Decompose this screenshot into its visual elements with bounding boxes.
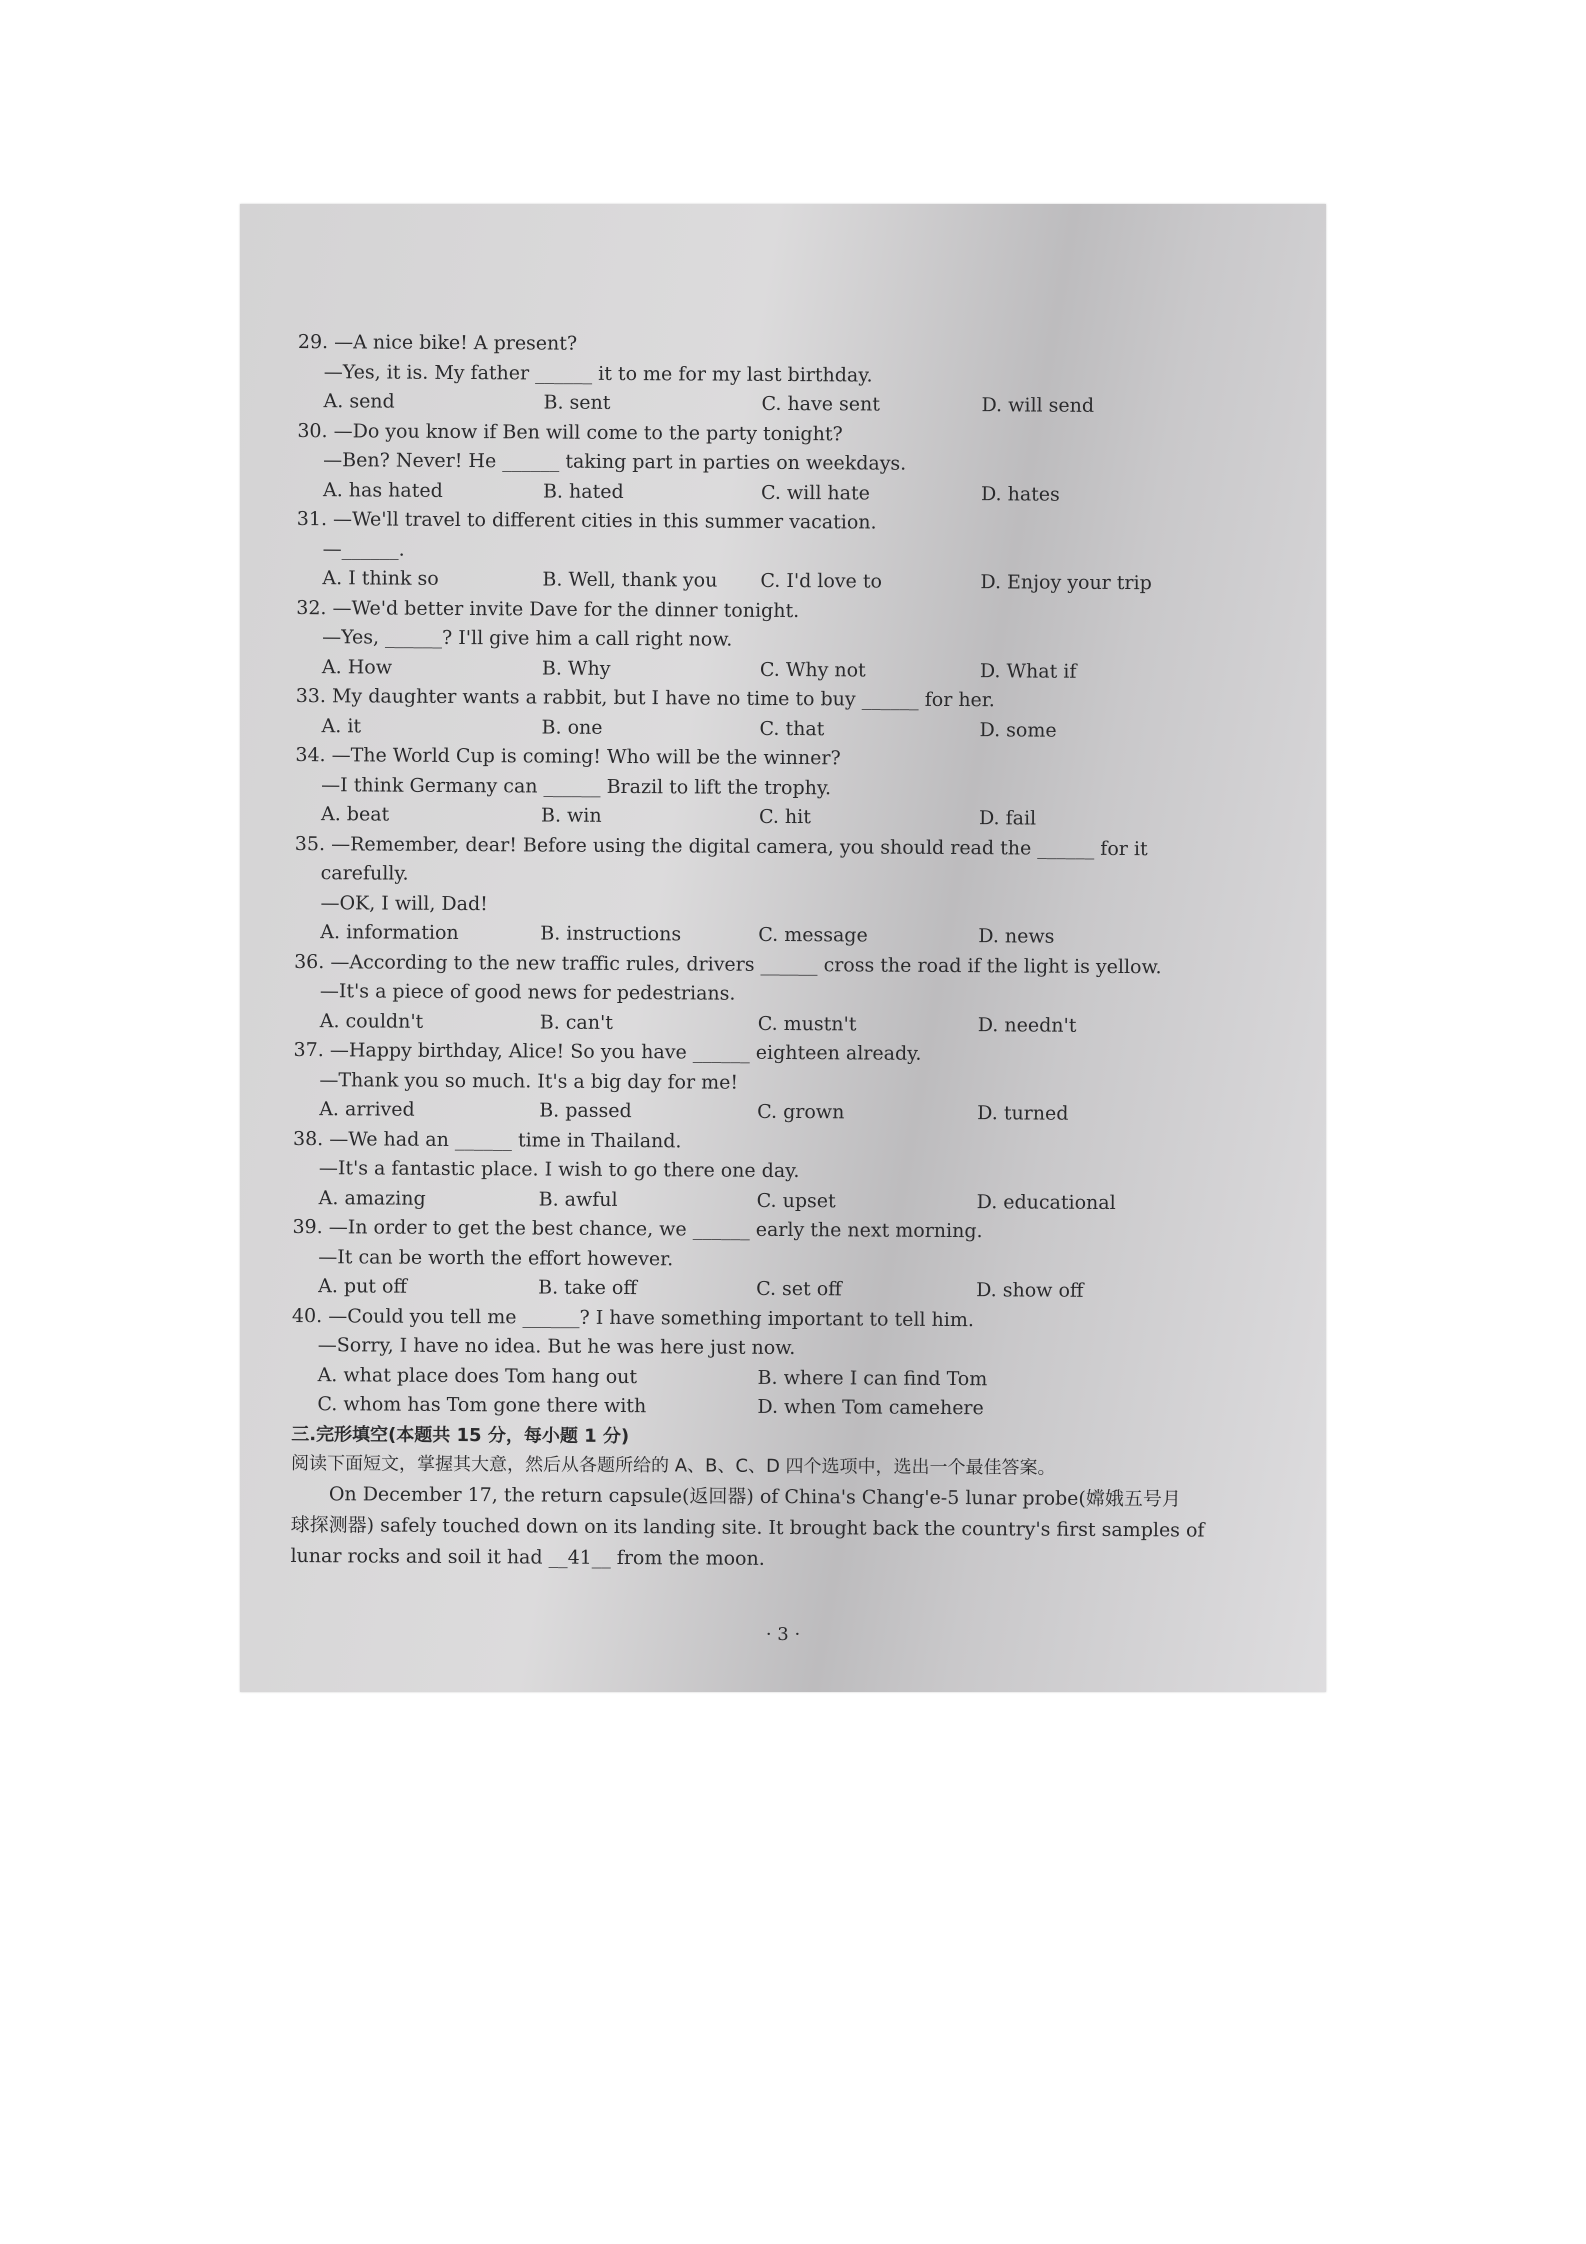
option-d: D. What if [979, 659, 1077, 683]
question-32 [296, 593, 1257, 687]
option-c: C. set off [756, 1277, 842, 1301]
option-c: C. have sent [761, 392, 881, 416]
exam-sheet [290, 328, 1258, 1577]
section-instruction: 阅读下面短文，掌握其大意，然后从各题所给的 A、B、C、D 四个选项中，选出一个最佳答案。 [290, 1452, 1056, 1479]
question-stem-continued: carefully. [320, 862, 409, 885]
question-stem: —We had an ______ time in Thailand. [329, 1127, 682, 1152]
question-39 [292, 1213, 1253, 1307]
question-response: —Yes, it is. My father ______ it to me for my last birthday. [323, 360, 873, 387]
question-response: —I think Germany can ______ Brazil to lift the trophy. [321, 773, 832, 799]
question-response: —OK, I will, Dad! [320, 891, 488, 915]
option-a: A. How [321, 655, 393, 679]
question-response: —Ben? Never! He ______ taking part in parties on weekdays. [323, 449, 907, 475]
option-d: D. when Tom camehere [757, 1395, 984, 1420]
question-29 [297, 328, 1258, 422]
question-number: 39. [292, 1215, 323, 1239]
option-b: B. where I can find Tom [757, 1366, 988, 1390]
question-stem: —According to the new traffic rules, drivers ______ cross the road if the light is yellow. [330, 950, 1162, 978]
option-a: A. has hated [322, 478, 443, 502]
passage-line: 球探测器) safely touched down on its landing site. It brought back the country's first samples of [290, 1513, 1205, 1542]
option-a: A. what place does Tom hang out [317, 1363, 638, 1388]
question-30 [297, 416, 1258, 510]
option-a: A. beat [320, 803, 390, 826]
question-stem: —Remember, dear! Before using the digital camera, you should read the ______ for it [331, 832, 1148, 860]
question-number: 37. [293, 1038, 324, 1062]
option-b: B. instructions [540, 922, 682, 946]
option-d: D. turned [977, 1102, 1069, 1125]
option-d: D. fail [978, 807, 1037, 830]
option-a: A. information [320, 921, 459, 944]
option-b: B. passed [539, 1099, 632, 1123]
option-a: A. it [321, 714, 362, 737]
question-number: 36. [294, 950, 325, 973]
option-a: A. arrived [319, 1098, 415, 1121]
option-row [291, 1390, 1251, 1425]
question-number: 29. [297, 330, 329, 354]
question-38 [293, 1124, 1254, 1218]
question-number: 30. [297, 419, 328, 442]
option-d: D. needn't [977, 1013, 1077, 1037]
option-c: C. will hate [760, 481, 870, 504]
option-d: D. Enjoy your trip [980, 571, 1152, 595]
question-40 [291, 1301, 1252, 1425]
option-a: A. couldn't [319, 1009, 424, 1033]
option-c: C. that [759, 717, 825, 740]
option-d: D. will send [981, 394, 1095, 417]
question-stem: —In order to get the best chance, we ______ early the next morning. [328, 1216, 983, 1243]
option-c: C. whom has Tom gone there with [317, 1393, 647, 1418]
option-c: C. Why not [759, 658, 866, 681]
option-b: B. take off [538, 1276, 637, 1300]
question-33 [295, 682, 1255, 747]
question-37 [293, 1036, 1254, 1130]
question-response: —Thank you so much. It's a big day for me! [319, 1068, 739, 1094]
option-b: B. hated [542, 479, 624, 503]
question-35 [294, 829, 1255, 953]
option-a: A. amazing [318, 1186, 426, 1210]
option-a: A. send [323, 390, 395, 413]
question-response: —Yes, ______? I'll give him a call right now. [322, 626, 733, 651]
question-number: 33. [295, 684, 327, 708]
option-c: C. I'd love to [760, 569, 883, 593]
option-d: D. some [979, 718, 1057, 742]
option-d: D. educational [976, 1190, 1116, 1214]
question-stem: —Happy birthday, Alice! So you have ______ eighteen already. [329, 1039, 922, 1065]
option-d: D. news [978, 925, 1055, 948]
question-response: —It can be worth the effort however. [318, 1245, 674, 1270]
option-b: B. sent [543, 391, 611, 414]
question-response: —It's a fantastic place. I wish to go there one day. [318, 1157, 800, 1183]
question-stem: —We'll travel to different cities in this summer vacation. [333, 508, 877, 534]
option-b: B. awful [538, 1187, 618, 1211]
option-b: B. Why [541, 656, 611, 680]
question-36 [294, 947, 1255, 1041]
question-response: —It's a piece of good news for pedestrians. [319, 980, 736, 1005]
question-stem: —Do you know if Ben will come to the party tonight? [333, 419, 843, 445]
question-stem: My daughter wants a rabbit, but I have no time to buy ______ for her. [331, 685, 995, 712]
question-number: 35. [294, 832, 326, 855]
option-a: A. put off [318, 1275, 408, 1298]
option-b: B. win [540, 804, 602, 827]
option-c: C. message [758, 923, 868, 947]
question-response: —______. [322, 537, 405, 561]
question-number: 40. [291, 1304, 323, 1327]
question-response: —Sorry, I have no idea. But he was here just now. [317, 1334, 796, 1360]
question-stem: —A nice bike! A present? [334, 331, 578, 355]
question-34 [295, 741, 1256, 835]
option-d: D. show off [976, 1279, 1084, 1302]
option-d: D. hates [980, 482, 1060, 506]
section-title: 三.完形填空(本题共 15 分，每小题 1 分) [291, 1423, 630, 1447]
question-31 [296, 505, 1257, 599]
option-b: B. can't [539, 1010, 613, 1034]
passage-line: lunar rocks and soil it had __41__ from the moon. [290, 1544, 765, 1570]
question-number: 32. [296, 596, 327, 619]
option-c: C. hit [758, 805, 811, 829]
cloze-passage [290, 1478, 1251, 1577]
option-a: A. I think so [322, 567, 439, 590]
option-b: B. one [541, 715, 603, 739]
page-number: · 3 · [765, 1624, 801, 1645]
option-c: C. upset [756, 1189, 836, 1212]
question-number: 38. [292, 1127, 324, 1150]
question-stem: —Could you tell me ______? I have something important to tell him. [328, 1304, 975, 1331]
question-number: 31. [296, 507, 328, 531]
question-stem: —The World Cup is coming! Who will be the winner? [331, 744, 841, 770]
question-stem: —We'd better invite Dave for the dinner tonight. [332, 596, 800, 622]
option-b: B. Well, thank you [542, 568, 718, 592]
question-number: 34. [295, 743, 326, 767]
passage-line: On December 17, the return capsule(返回器) of China's Chang'e-5 lunar probe(嫦娥五号月 [328, 1482, 1181, 1510]
scanned-page-photo [240, 204, 1326, 1692]
option-c: C. grown [757, 1100, 845, 1124]
option-c: C. mustn't [757, 1012, 857, 1035]
